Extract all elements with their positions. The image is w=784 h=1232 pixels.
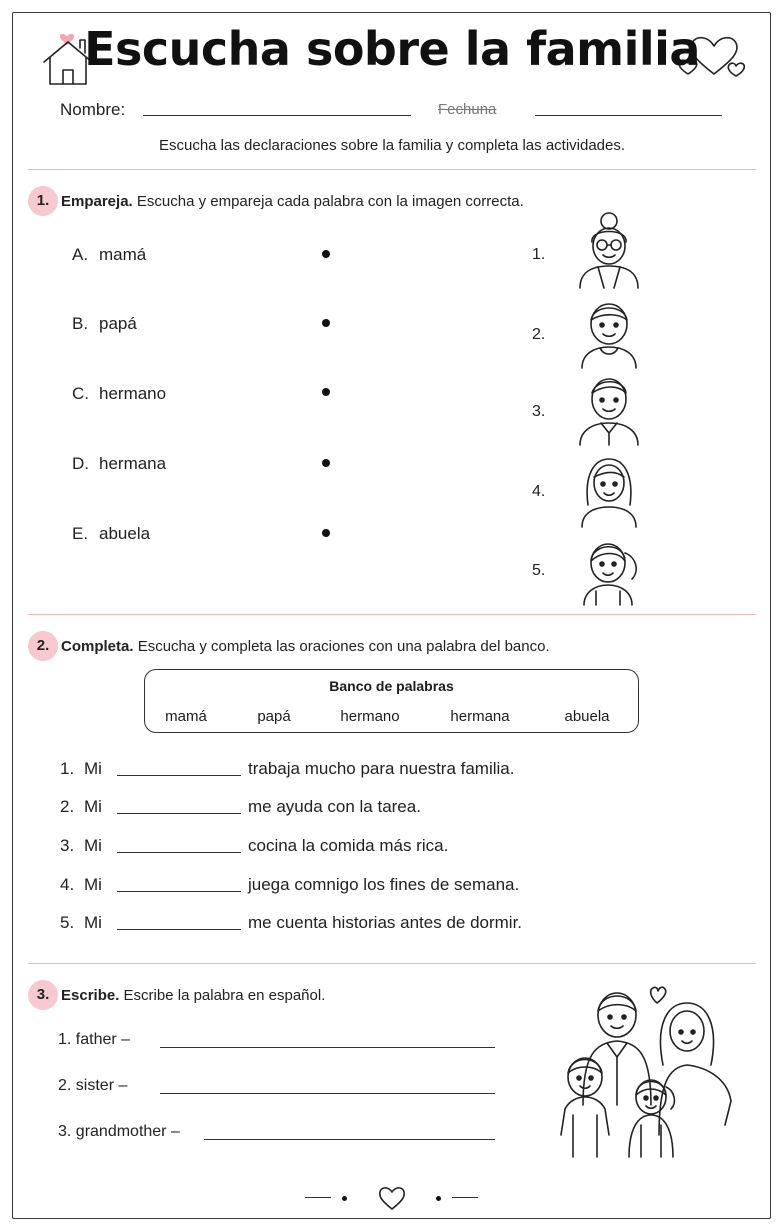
sentence-end: juega comnigo los fines de semana. [248,875,520,894]
footer-dash [452,1197,478,1198]
date-field[interactable] [535,115,722,116]
match-word: abuela [99,524,151,543]
word-bank-item: hermana [450,708,510,725]
picture-number: 5. [532,562,546,579]
footer-dot [342,1196,347,1201]
match-word: hermana [99,454,167,473]
boy-picture[interactable] [574,298,644,370]
sentence-blank[interactable] [117,775,241,776]
sentence-end: me ayuda con la tarea. [248,797,421,816]
sentence-number: 4. [60,875,75,894]
sentence-number: 3. [60,836,75,855]
page-title: Escucha sobre la familia [84,22,700,76]
sentence-blank[interactable] [117,852,241,853]
word-bank-item: papá [257,708,291,725]
picture-number: 4. [532,483,546,500]
word-bank-item: hermano [340,708,400,725]
match-dot[interactable] [322,529,330,537]
sentence-start: Mi [84,759,102,778]
section-2-heading: Completa. [61,638,134,655]
divider [28,963,756,964]
sentence-start: Mi [84,913,102,932]
translate-item: 1. father – [58,1031,131,1048]
sentence-end: me cuenta historias antes de dormir. [248,913,523,932]
translate-item: 3. grandmother – [58,1123,180,1140]
match-word: hermano [99,384,167,403]
sentence-end: cocina la comida más rica. [248,836,449,855]
match-dot[interactable] [322,459,330,467]
word-bank-item: mamá [165,708,207,725]
word-bank-item: abuela [564,708,610,725]
name-label: Nombre: [60,100,126,119]
picture-number: 2. [532,326,546,343]
section-3-instruction: Escribe la palabra en español. [123,987,326,1004]
section-1-number: 1. [28,186,58,216]
divider [28,614,756,615]
section-2-instruction: Escucha y completa las oraciones con una palabra del banco. [137,638,550,655]
translate-answer-line[interactable] [160,1047,495,1048]
sentence-number: 1. [60,759,75,778]
date-label: Fechuna [438,101,497,118]
match-dot[interactable] [322,319,330,327]
family-illustration [555,985,740,1160]
sentence-blank[interactable] [117,813,241,814]
match-letter: D. [72,454,89,473]
sentence-start: Mi [84,875,102,894]
translate-item: 2. sister – [58,1077,128,1094]
match-letter: C. [72,384,89,403]
section-3-header [61,987,325,1004]
section-1-heading: Empareja. [61,193,133,210]
sentence-blank[interactable] [117,929,241,930]
match-letter: E. [72,524,89,543]
footer-heart-icon [378,1185,406,1211]
sentence-end: trabaja mucho para nuestra familia. [248,759,515,778]
section-2-number: 2. [28,631,58,661]
sentence-blank[interactable] [117,891,241,892]
match-letter: B. [72,314,89,333]
match-word: papá [99,314,137,333]
footer-dash [305,1197,331,1198]
word-bank-title: Banco de palabras [329,678,454,694]
footer-dot [436,1196,441,1201]
sentence-number: 2. [60,797,75,816]
man-picture[interactable] [574,373,644,447]
picture-number: 3. [532,403,546,420]
translate-answer-line[interactable] [204,1139,495,1140]
sentence-start: Mi [84,797,102,816]
match-word: mamá [99,245,147,264]
girl-picture[interactable] [574,535,646,607]
instructions: Escucha las declaraciones sobre la familia y completa las actividades. [158,137,626,154]
translate-answer-line[interactable] [160,1093,495,1094]
section-3-heading: Escribe. [61,987,120,1004]
section-1-instruction: Escucha y empareja cada palabra con la imagen correcta. [136,193,524,210]
section-3-number: 3. [28,980,58,1010]
grandmother-picture[interactable] [574,210,644,290]
match-dot[interactable] [322,250,330,258]
word-bank [144,669,639,733]
sentence-start: Mi [84,836,102,855]
section-1-header [61,193,524,210]
name-field[interactable] [143,115,411,116]
woman-picture[interactable] [574,455,644,529]
picture-number: 1. [532,246,546,263]
match-dot[interactable] [322,388,330,396]
match-letter: A. [72,245,89,264]
section-2-header [61,638,550,655]
sentence-number: 5. [60,913,75,932]
divider [28,169,756,170]
